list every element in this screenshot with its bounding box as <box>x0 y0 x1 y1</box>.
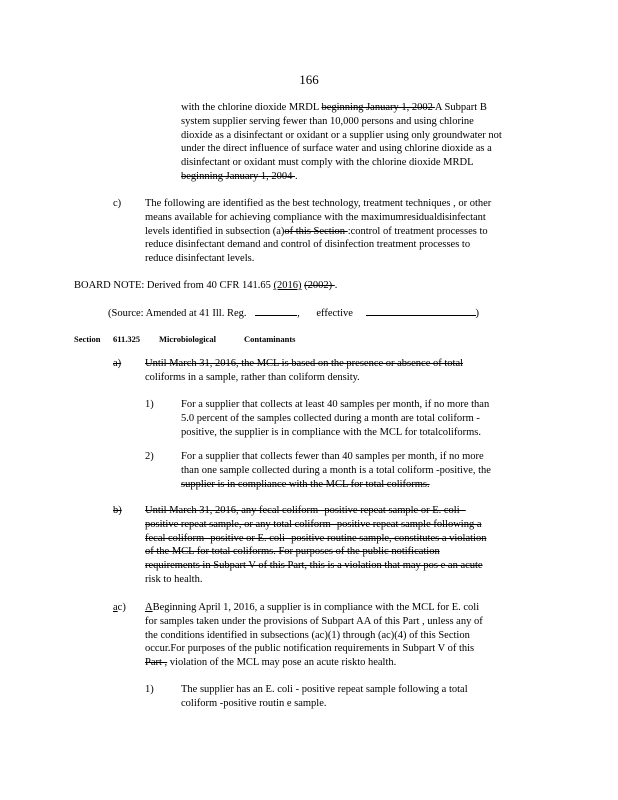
text-run: the conditions identified in subsections (ac)(1) through (ac)(4) of this Section <box>145 629 470 641</box>
inserted-text: A <box>145 602 153 613</box>
section-word: Section <box>74 334 101 344</box>
text-run: BOARD NOTE: Derived from 40 CFR 141.65 <box>74 280 274 291</box>
item-a2-text <box>181 450 537 491</box>
item-ac-text <box>145 601 537 670</box>
text-line <box>145 656 537 670</box>
text-run: means available for achieving compliance with the maximumresidualdisinfectant <box>145 211 486 223</box>
struck-text: beginning January 1, 2004 <box>181 170 296 182</box>
text-run: under the direct influence of surface water and using chlorine dioxide as a <box>181 143 492 155</box>
text-run: risk to health. <box>145 573 203 585</box>
text-line <box>181 412 537 426</box>
item-ac-label-a: a <box>113 602 118 613</box>
page-number: 166 <box>299 72 319 87</box>
struck-text: Until March 31, 2016, any fecal coliform -positive repeat sample or E. coli - <box>145 505 466 516</box>
text-line <box>181 115 545 129</box>
text-run: occur.For purposes of the public notification requirements in Subpart V of this <box>145 643 475 655</box>
text-run: The following are identified as the best technology, treatment techniques , or other <box>145 198 492 209</box>
source-close: ) <box>475 308 480 319</box>
board-note <box>74 279 337 293</box>
text-run: . <box>295 170 298 182</box>
text-line <box>145 197 537 211</box>
text-line <box>181 101 545 115</box>
text-run: The supplier has an E. coli - positive repeat sample following a total <box>181 684 468 695</box>
text-run: reduce disinfectant demand and control of disinfection treatment processes to <box>145 239 471 251</box>
text-line <box>181 142 545 156</box>
board-note-text <box>74 280 337 291</box>
text-line <box>145 504 537 518</box>
text-run: coliform -positive routin e sample. <box>181 697 327 709</box>
struck-text: of the MCL for total coliforms. For purposes of the public notification <box>145 546 440 558</box>
item-ac-label-c: c) <box>117 602 126 613</box>
struck-text: of this Section <box>284 225 348 237</box>
text-run: A Subpart B <box>434 102 487 113</box>
section-id: 611.325 <box>113 334 141 344</box>
item-ac-label <box>113 601 126 615</box>
text-line <box>145 545 537 559</box>
text-run: reduce disinfectant levels. <box>145 253 255 265</box>
text-line <box>181 697 537 711</box>
text-run: Beginning April 1, 2016, a supplier is in compliance with the MCL for E. coli <box>152 602 480 613</box>
text-line <box>181 478 537 492</box>
text-line <box>145 573 537 587</box>
text-line <box>181 398 537 412</box>
source-line <box>108 305 479 321</box>
text-run: For a supplier that collects fewer than 40 samples per month, if no more <box>181 451 484 462</box>
text-line <box>145 238 537 252</box>
text-line <box>181 129 545 143</box>
text-run: . <box>334 280 338 291</box>
item-ac1-text <box>181 683 537 711</box>
text-run: For a supplier that collects at least 40 samples per month, if no more than <box>181 399 490 410</box>
item-a2-label: 2) <box>145 451 154 462</box>
item-c-text <box>145 197 537 266</box>
text-line <box>145 357 537 371</box>
section-title-2: Contaminants <box>244 334 296 344</box>
text-run: levels identified in subsection (a) <box>145 225 285 237</box>
source-text: (Source: Amended at 41 Ill. Reg. <box>108 308 247 319</box>
text-line <box>145 615 537 629</box>
source-effective: effective <box>316 308 353 319</box>
text-line <box>181 683 537 697</box>
item-ac1-label: 1) <box>145 684 154 695</box>
text-run: positive, the supplier is in compliance with the MCL for totalcoliforms. <box>181 426 481 438</box>
text-run: disinfectant or oxidant must comply with the chlorine dioxide MRDL <box>181 157 474 169</box>
text-run: than one sample collected during a month is a total coliform -positive, the <box>181 464 491 476</box>
text-line <box>145 642 537 656</box>
text-run: :control of treatment processes to <box>347 225 488 237</box>
text-line <box>181 464 537 478</box>
struck-text: (2002) <box>304 280 335 291</box>
text-line <box>181 170 545 184</box>
item-b-label: b) <box>113 505 122 516</box>
text-run: coliforms in a sample, rather than coliform density. <box>145 371 360 383</box>
text-line <box>181 156 545 170</box>
text-run: dioxide as a disinfectant or oxidant or a supplier using only groundwater not <box>181 129 502 141</box>
item-c-label: c) <box>113 198 122 209</box>
struck-text: fecal coliform -positive or E. coli -positive routine sample, constitutes a violation <box>145 532 487 544</box>
text-line <box>145 629 537 643</box>
text-line <box>145 225 537 239</box>
source-reg-blank <box>255 305 297 316</box>
item-a1-text <box>181 398 537 439</box>
text-line <box>145 601 537 615</box>
text-line <box>145 559 537 573</box>
text-run: 5.0 percent of the samples collected during a month are total coliform - <box>181 412 480 424</box>
text-line <box>145 371 537 385</box>
text-run: for samples taken under the provisions of Subpart AA of this Part , unless any of <box>145 615 483 627</box>
text-run: with the chlorine dioxide MRDL <box>181 102 322 113</box>
text-line <box>181 450 537 464</box>
struck-text: positive repeat sample, or any total coliform -positive repeat sample following a <box>145 518 482 530</box>
text-line <box>145 252 537 266</box>
text-run: system supplier serving fewer than 10,000 persons and using chlorine <box>181 115 474 127</box>
struck-text: Until March 31, 2016, the MCL is based on the presence or absence of total <box>145 358 464 369</box>
text-line <box>181 426 537 440</box>
source-comma: , <box>297 308 300 319</box>
struck-text: supplier is in compliance with the MCL for total coliforms. <box>181 478 430 490</box>
struck-text: beginning January 1, 2002 <box>321 102 435 113</box>
source-date-blank <box>366 305 476 316</box>
item-a-text <box>145 357 537 385</box>
text-run: violation of the MCL may pose an acute riskto health. <box>167 657 397 669</box>
text-line <box>145 532 537 546</box>
paragraph-mrdl <box>181 101 545 184</box>
text-line <box>145 518 537 532</box>
inserted-text: (2016) <box>273 280 302 291</box>
item-b-text <box>145 504 537 587</box>
struck-text: requirements in Subpart V of this Part, this is a violation that may pos e an acute <box>145 560 483 572</box>
text-line <box>145 211 537 225</box>
struck-text: Part , <box>145 657 168 669</box>
item-a1-label: 1) <box>145 399 154 410</box>
section-title: Microbiological <box>159 334 216 344</box>
item-a-label: a) <box>113 358 122 369</box>
